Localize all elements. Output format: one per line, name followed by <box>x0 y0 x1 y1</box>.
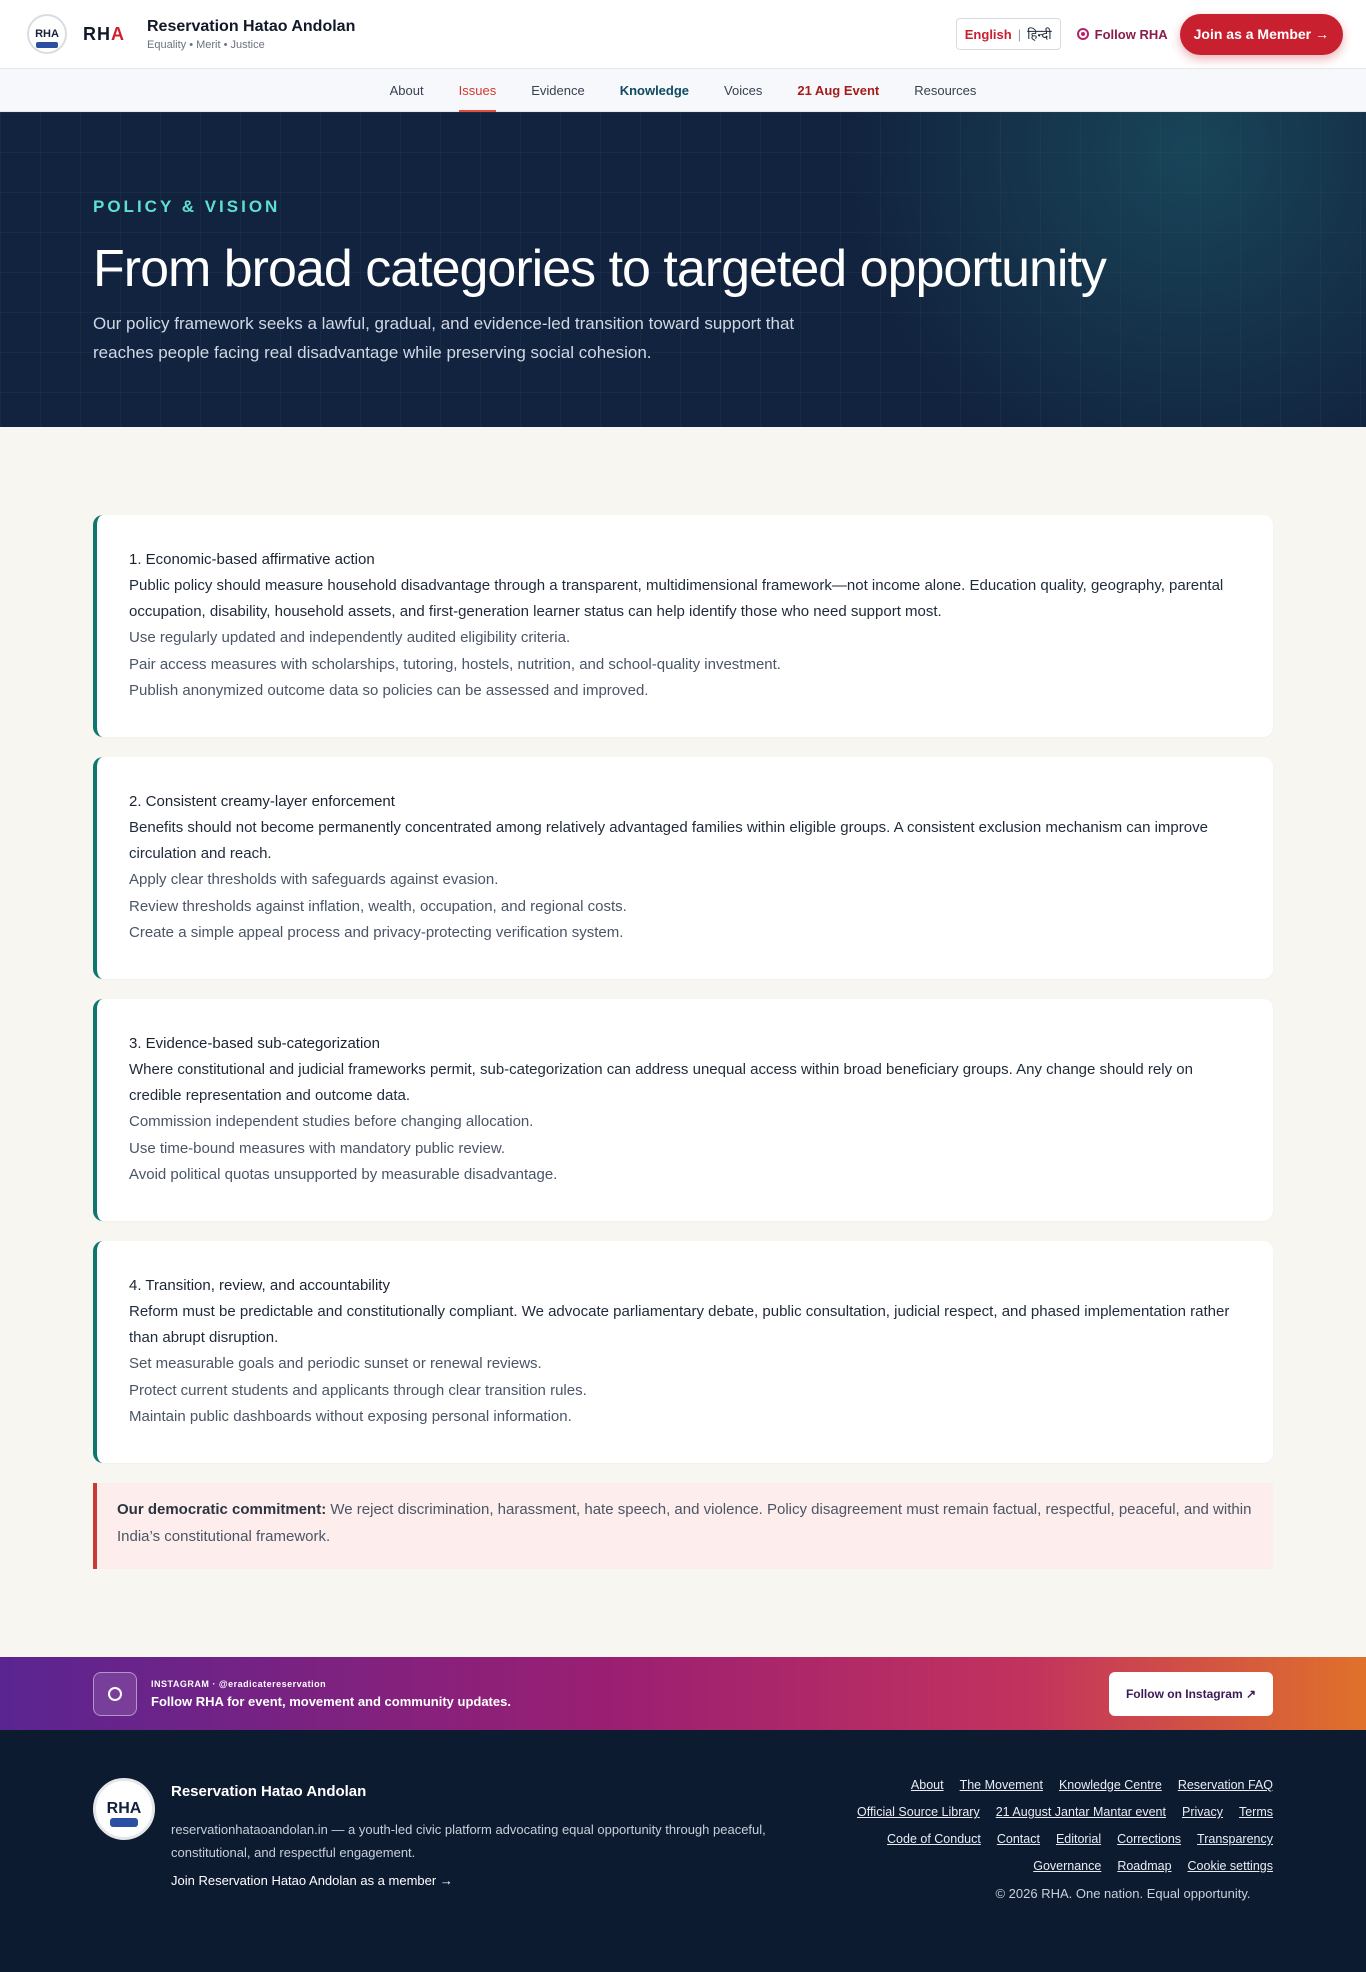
footer-link-event[interactable]: 21 August Jantar Mantar event <box>995 1805 1166 1819</box>
instagram-icon <box>1077 28 1089 40</box>
footer-link-row <box>887 1832 1273 1846</box>
brand-short-accent: A <box>111 23 125 44</box>
footer-link-source-library[interactable]: Official Source Library <box>856 1805 980 1819</box>
policy-card <box>93 1241 1273 1463</box>
policy-card <box>93 999 1273 1221</box>
instagram-kicker: INSTAGRAM · @eradicatereservation <box>151 1678 327 1689</box>
nav-evidence[interactable]: Evidence <box>531 82 585 98</box>
footer-link-knowledge-centre[interactable]: Knowledge Centre <box>1058 1778 1162 1792</box>
nav-voices[interactable]: Voices <box>724 82 763 98</box>
policy-card-body: Reform must be predictable and constitutionally compliant. We advocate parliamentary debate, public consultation, judicial respect, and phased implementation rather than abrupt disruption. <box>129 1303 1230 1346</box>
footer-link-code-of-conduct[interactable]: Code of Conduct <box>887 1832 981 1846</box>
hero-eyebrow: POLICY & VISION <box>93 197 281 216</box>
policy-point: Protect current students and applicants through clear transition rules. <box>129 1381 587 1399</box>
commitment-label: Our democratic commitment: <box>117 1501 327 1518</box>
policy-point: Review thresholds against inflation, wealth, occupation, and regional costs. <box>129 897 627 915</box>
policy-point: Set measurable goals and periodic sunset or renewal reviews. <box>129 1355 542 1372</box>
main-nav <box>0 68 1366 112</box>
policy-points <box>129 1351 1240 1431</box>
footer-link-row <box>857 1805 1273 1819</box>
footer-link-privacy[interactable]: Privacy <box>1181 1805 1223 1819</box>
brand-tagline: Equality • Merit • Justice <box>147 38 265 51</box>
follow-rha-link[interactable] <box>1077 27 1168 42</box>
footer-link-row <box>1033 1859 1273 1873</box>
footer-link-roadmap[interactable]: Roadmap <box>1117 1859 1172 1873</box>
policy-card-title: 4. Transition, review, and accountability <box>129 1277 390 1294</box>
instagram-banner <box>0 1657 1366 1730</box>
brand-block <box>147 18 355 51</box>
header-actions <box>956 14 1343 55</box>
site-header <box>0 0 1366 112</box>
instagram-line: Follow RHA for event, movement and community updates. <box>151 1693 511 1709</box>
policy-main <box>0 427 1366 1569</box>
lang-separator: | <box>1017 26 1022 42</box>
footer-about <box>171 1778 791 1972</box>
policy-points <box>129 867 1240 947</box>
language-switcher <box>956 18 1061 50</box>
footer-copyright: © 2026 RHA. One nation. Equal opportunity. <box>995 1886 1251 1901</box>
footer-logo-text: RHA <box>106 1800 142 1817</box>
nav-about[interactable]: About <box>389 82 424 98</box>
nav-knowledge[interactable]: Knowledge <box>619 82 690 98</box>
instagram-text <box>151 1679 511 1709</box>
footer-link-terms[interactable]: Terms <box>1238 1805 1273 1819</box>
footer-link-faq[interactable]: Reservation FAQ <box>1177 1778 1273 1792</box>
footer-links <box>813 1778 1273 1972</box>
footer-link-contact[interactable]: Contact <box>996 1832 1040 1846</box>
instagram-icon <box>93 1672 137 1716</box>
brand-short[interactable] <box>83 24 125 45</box>
hero-section <box>0 112 1366 427</box>
policy-points <box>129 625 1240 705</box>
policy-points <box>129 1109 1240 1189</box>
policy-point: Create a simple appeal process and privacy-protecting verification system. <box>129 924 624 941</box>
policy-card-body: Where constitutional and judicial frameworks permit, sub-categorization can address unequal access within broad beneficiary groups. Any change should rely on credible representation and outcome data. <box>129 1061 1193 1104</box>
nav-21-aug-event[interactable]: 21 Aug Event <box>797 82 880 98</box>
lang-hindi[interactable]: हिन्दी <box>1027 27 1052 42</box>
policy-card-title: 3. Evidence-based sub-categorization <box>129 1035 380 1052</box>
policy-card <box>93 515 1273 737</box>
policy-card-title: 2. Consistent creamy-layer enforcement <box>129 793 395 810</box>
follow-label: Follow RHA <box>1094 26 1168 42</box>
footer-link-corrections[interactable]: Corrections <box>1117 1832 1182 1846</box>
footer-link-row <box>911 1778 1273 1792</box>
footer-link-movement[interactable]: The Movement <box>959 1778 1043 1792</box>
policy-point: Use time-bound measures with mandatory public review. <box>129 1139 506 1157</box>
hero-subtitle: Our policy framework seeks a lawful, gradual, and evidence-led transition toward support that reaches people facing real disadvantage while preserving social cohesion. <box>93 314 795 362</box>
join-member-button[interactable]: Join as a Member → <box>1180 14 1343 55</box>
logo-text: RHA <box>35 28 59 40</box>
policy-point: Publish anonymized outcome data so policies can be assessed and improved. <box>129 682 649 699</box>
policy-point: Maintain public dashboards without exposing personal information. <box>129 1408 572 1425</box>
policy-point: Pair access measures with scholarships, tutoring, hostels, nutrition, and school-quality investment. <box>129 655 781 673</box>
policy-card-body: Benefits should not become permanently concentrated among relatively advantaged families within eligible groups. A consistent exclusion mechanism can improve circulation and reach. <box>129 819 1208 862</box>
site-footer <box>0 1730 1366 1972</box>
policy-card-body: Public policy should measure household disadvantage through a transparent, multidimensional framework—not income alone. Education quality, geography, parental occupation, disability, household assets, and first-generation learner status can help identify those who need support most. <box>129 577 1224 620</box>
nav-resources[interactable]: Resources <box>914 82 977 98</box>
footer-link-transparency[interactable]: Transparency <box>1197 1832 1273 1846</box>
logo-flag-icon <box>36 42 58 48</box>
footer-logo-flag-icon <box>110 1818 138 1827</box>
commitment-text: We reject discrimination, harassment, hate speech, and violence. Policy disagreement must remain factual, respectful, peaceful, and within India’s constitutional framework. <box>117 1501 1252 1545</box>
policy-card-title: 1. Economic-based affirmative action <box>129 551 375 568</box>
hero-title: From broad categories to targeted opportunity <box>93 240 1106 298</box>
footer-link-governance[interactable]: Governance <box>1033 1859 1102 1873</box>
footer-link-cookie-settings[interactable]: Cookie settings <box>1187 1859 1273 1873</box>
rha-logo[interactable] <box>27 14 67 54</box>
footer-join-link[interactable]: Join Reservation Hatao Andolan as a member → <box>171 1873 453 1888</box>
follow-instagram-button[interactable]: Follow on Instagram ↗ <box>1109 1672 1273 1716</box>
policy-point: Commission independent studies before changing allocation. <box>129 1113 534 1130</box>
footer-link-editorial[interactable]: Editorial <box>1055 1832 1102 1846</box>
brand-name: Reservation Hatao Andolan <box>147 17 356 35</box>
policy-point: Use regularly updated and independently audited eligibility criteria. <box>129 629 571 646</box>
lang-english[interactable]: English <box>964 26 1012 42</box>
policy-point: Apply clear thresholds with safeguards against evasion. <box>129 871 499 888</box>
brand-short-main: RH <box>83 23 111 44</box>
nav-issues[interactable]: Issues <box>459 68 497 112</box>
footer-description: reservationhataoandolan.in — a youth-led civic platform advocating equal opportunity through peaceful, constitutional, and respectful engagement. <box>171 1822 766 1860</box>
footer-brand-name: Reservation Hatao Andolan <box>171 1783 367 1800</box>
policy-point: Avoid political quotas unsupported by measurable disadvantage. <box>129 1166 558 1183</box>
top-bar <box>0 0 1366 68</box>
footer-link-about[interactable]: About <box>910 1778 944 1792</box>
policy-card <box>93 757 1273 979</box>
footer-logo[interactable] <box>93 1778 155 1840</box>
democratic-commitment-callout <box>93 1483 1273 1569</box>
